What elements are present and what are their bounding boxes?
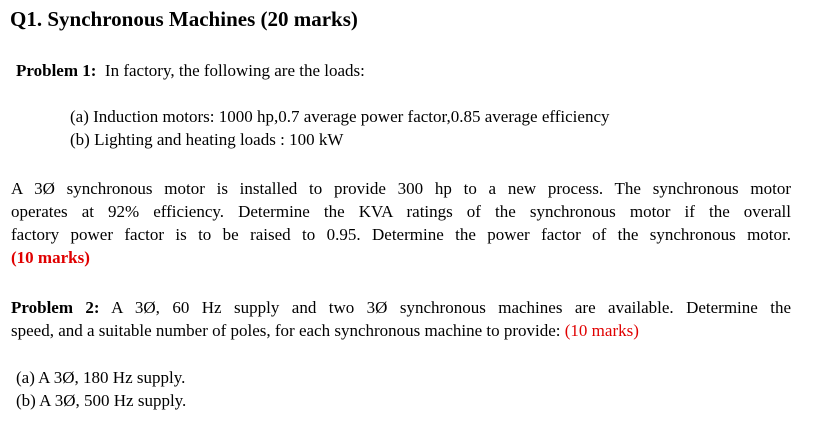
problem2-line-1	[11, 297, 791, 319]
problem1-label: Problem 1:	[16, 61, 97, 80]
problem2-item-a: (a) A 3Ø, 180 Hz supply.	[16, 368, 186, 387]
problem1-intro: In factory, the following are the loads:	[104, 61, 365, 80]
problem2-marks: (10 marks)	[564, 321, 639, 340]
problem1-marks: (10 marks)	[11, 248, 90, 267]
problem1-heading	[16, 60, 365, 82]
problem2-item-b: (b) A 3Ø, 500 Hz supply.	[16, 391, 187, 410]
problem1-item-b: (b) Lighting and heating loads : 100 kW	[70, 130, 344, 149]
problem1-body-line-2: operates at 92% efficiency. Determine the KVA ratings of the synchronous motor if the overall	[11, 202, 791, 221]
problem1-body-line-3: factory power factor is to be raised to 0.95. Determine the power factor of the synchronous motor.	[11, 225, 791, 244]
problem2-text-1: A 3Ø, 60 Hz supply and two 3Ø synchronous machines are available. Determine the	[111, 298, 792, 317]
question-title: Q1. Synchronous Machines (20 marks)	[10, 7, 358, 31]
problem1-item-a: (a) Induction motors: 1000 hp,0.7 average power factor,0.85 average efficiency	[70, 107, 610, 126]
problem2-text-2: speed, and a suitable number of poles, for each synchronous machine to provide:	[11, 321, 561, 340]
problem2-line-2	[11, 320, 639, 342]
problem1-body-line-1: A 3Ø synchronous motor is installed to provide 300 hp to a new process. The synchronous motor	[11, 179, 791, 198]
problem2-label: Problem 2:	[11, 298, 100, 317]
